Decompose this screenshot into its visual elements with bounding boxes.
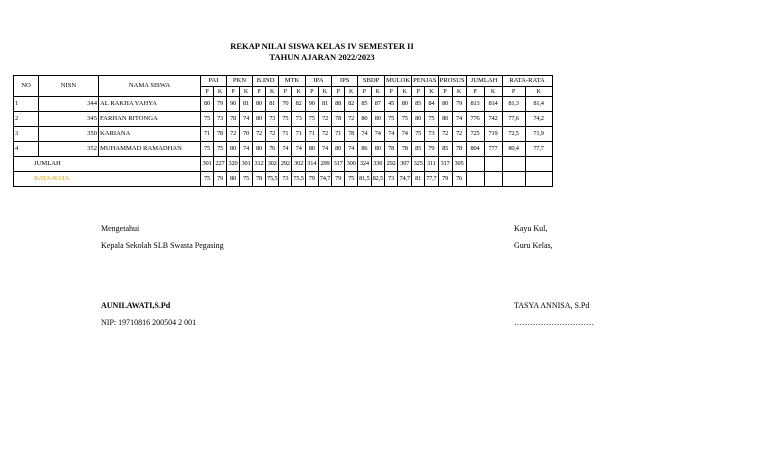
score-cell: 74 [398,127,412,142]
score-cell: 90 [227,97,240,112]
score-cell: 72 [266,127,279,142]
subject-header: PAI [201,76,227,87]
score-cell: 71 [279,127,292,142]
score-cell: 81 [266,97,279,112]
score-cell: 74 [292,142,305,157]
score-cell: 80,4 [502,142,525,157]
score-cell: 71 [305,127,318,142]
score-cell: 74 [384,127,397,142]
score-cell: 75 [384,112,397,127]
score-cell: 777 [484,142,502,157]
subheader-k: K [345,87,358,97]
score-cell: 85 [412,97,425,112]
rata-rata-header: RATA-RATA [502,76,552,87]
score-cell: 75 [412,127,425,142]
score-cell: 80 [253,97,266,112]
rata-cell: 76 [452,172,466,187]
score-cell: 74,2 [525,112,552,127]
subheader-k: K [240,87,253,97]
jumlah-cell: 299 [318,157,331,172]
jumlah-cell: 305 [452,157,466,172]
row-no: 2 [14,112,39,127]
subject-header: MULOK [384,76,411,87]
rata-cell: 82,5 [371,172,384,187]
score-cell: 813 [466,97,484,112]
score-cell: 85 [358,97,371,112]
rata-cell [502,172,525,187]
row-no: 1 [14,97,39,112]
score-cell: 71 [332,127,345,142]
score-cell: 70 [240,127,253,142]
score-cell: 74 [279,142,292,157]
score-cell: 81,4 [525,97,552,112]
jumlah-cell: 314 [305,157,318,172]
subject-header: PENJAS [412,76,438,87]
rata-cell [466,172,484,187]
score-cell: 73 [292,112,305,127]
principal-title: Kepala Sekolah SLB Swasta Pegasing [101,241,224,250]
subheader-p: P [438,87,452,97]
jumlah-row [14,157,553,172]
jumlah-cell [502,157,525,172]
score-cell: 78 [214,127,227,142]
rata-cell: 81 [412,172,425,187]
score-cell: 804 [466,142,484,157]
subheader-k: K [266,87,279,97]
rata-cell: 79 [438,172,452,187]
row-nama: FARHAN RITONGA [99,112,201,127]
score-cell: 74 [240,142,253,157]
subheader-p: P [384,87,397,97]
score-cell: 75 [398,112,412,127]
jumlah-cell: 292 [384,157,397,172]
rata-cell: 75 [345,172,358,187]
score-cell: 78 [332,112,345,127]
subject-header: PKN [227,76,253,87]
score-cell: 72 [227,127,240,142]
subject-header: IPA [305,76,331,87]
score-cell: 88 [332,97,345,112]
jumlah-cell [525,157,552,172]
score-cell: 76 [266,142,279,157]
score-cell: 78 [345,127,358,142]
jumlah-cell: 292 [279,157,292,172]
rata-cell: 74,7 [318,172,331,187]
jumlah-cell: 312 [253,157,266,172]
subject-header: B.IND [253,76,279,87]
rata-cell: 79 [305,172,318,187]
subheader-p: P [253,87,266,97]
table-row [14,142,553,157]
jumlah-cell: 317 [332,157,345,172]
score-cell: 78 [398,142,412,157]
jumlah-cell: 320 [227,157,240,172]
subheader-p: P [332,87,345,97]
subject-header: IPS [332,76,358,87]
score-cell: 86 [358,142,371,157]
row-nama: KARIANA [99,127,201,142]
rata-cell: 78 [253,172,266,187]
jumlah-header: JUMLAH [466,76,502,87]
subject-header: MTK [279,76,305,87]
teacher-nip: ………………………… [514,318,594,327]
score-cell: 73 [214,112,227,127]
jumlah-cell: 227 [214,157,227,172]
score-cell: 78 [452,142,466,157]
subheader-k: K [525,87,552,97]
score-cell: 45 [384,97,397,112]
jumlah-cell: 301 [240,157,253,172]
score-cell: 814 [484,97,502,112]
subheader-k: K [452,87,466,97]
score-cell: 776 [466,112,484,127]
score-cell: 80 [438,112,452,127]
subheader-p: P [305,87,318,97]
score-cell: 73 [425,127,438,142]
rata-cell: 80 [227,172,240,187]
place-label: Kayu Kul, [514,224,548,233]
score-cell: 75 [201,112,214,127]
jumlah-cell: 302 [266,157,279,172]
score-cell: 80 [332,142,345,157]
score-cell: 72 [438,127,452,142]
subheader-p: P [502,87,525,97]
rata-label: RATA-RATA [14,172,201,187]
subheader-k: K [484,87,502,97]
row-no: 3 [14,127,39,142]
jumlah-cell: 311 [425,157,438,172]
rata-cell [525,172,552,187]
score-cell: 75 [214,142,227,157]
score-cell: 80 [398,97,412,112]
score-cell: 725 [466,127,484,142]
score-cell: 71 [201,127,214,142]
row-nisn: 350 [39,127,99,142]
rata-cell: 75 [201,172,214,187]
subheader-k: K [398,87,412,97]
subheader-k: K [214,87,227,97]
score-cell: 79 [452,97,466,112]
mengetahui-label: Mengetahui [101,224,140,233]
subheader-p: P [412,87,425,97]
subheader-p: P [466,87,484,97]
score-cell: 719 [484,127,502,142]
rata-cell: 73 [279,172,292,187]
score-cell: 81 [240,97,253,112]
table-row [14,127,553,142]
score-cell: 72 [452,127,466,142]
score-cell: 77,6 [502,112,525,127]
rata-cell: 77,7 [425,172,438,187]
score-cell: 72,5 [502,127,525,142]
score-cell: 80 [371,112,384,127]
principal-nip: NIP: 19710816 200504 2 001 [101,318,197,327]
score-cell: 78 [384,142,397,157]
score-cell: 74 [452,112,466,127]
document-subtitle: TAHUN AJARAN 2022/2023 [269,52,375,62]
subheader-k: K [292,87,305,97]
score-cell: 72 [253,127,266,142]
score-cell: 742 [484,112,502,127]
rata-row [14,172,553,187]
subheader-p: P [227,87,240,97]
subheader-p: P [358,87,371,97]
jumlah-cell: 307 [398,157,412,172]
score-cell: 74 [345,142,358,157]
jumlah-cell: 324 [358,157,371,172]
jumlah-cell: 317 [438,157,452,172]
rata-cell: 74,7 [398,172,412,187]
score-cell: 80 [358,112,371,127]
score-cell: 85 [438,142,452,157]
row-nama: MUHAMMAD RAMADHAN [99,142,201,157]
score-cell: 74 [318,142,331,157]
subheader-k: K [425,87,438,97]
subheader-p: P [201,87,214,97]
score-cell: 75 [279,112,292,127]
score-cell: 74 [358,127,371,142]
rata-cell: 79 [214,172,227,187]
score-cell: 77,7 [525,142,552,157]
row-nisn: 352 [39,142,99,157]
score-cell: 75 [425,112,438,127]
score-cell: 82 [345,97,358,112]
jumlah-cell: 330 [371,157,384,172]
jumlah-cell: 300 [345,157,358,172]
jumlah-cell [466,157,484,172]
score-cell: 74 [240,112,253,127]
principal-name: AUNILAWATI,S.Pd [101,301,171,310]
score-cell: 85 [412,142,425,157]
score-cell: 81 [318,97,331,112]
score-cell: 82 [292,97,305,112]
teacher-title: Guru Kelas, [514,241,553,250]
jumlah-cell: 325 [412,157,425,172]
subject-header: PROSUS [438,76,466,87]
score-cell: 80 [438,97,452,112]
score-cell: 71 [292,127,305,142]
table-row [14,97,553,112]
score-cell: 80 [253,142,266,157]
score-cell: 72 [318,112,331,127]
rata-cell: 75,5 [266,172,279,187]
score-cell: 80 [253,112,266,127]
jumlah-cell: 301 [201,157,214,172]
score-cell: 71,9 [525,127,552,142]
score-cell: 87 [371,97,384,112]
row-no: 4 [14,142,39,157]
col-no-header: NO [14,76,39,97]
table-row [14,112,553,127]
document-title: REKAP NILAI SISWA KELAS IV SEMESTER II [230,41,414,51]
teacher-name: TASYA ANNISA, S.Pd [514,301,590,310]
subheader-k: K [318,87,331,97]
score-cell: 80 [201,97,214,112]
row-nama: AL RAKHA YAHYA [99,97,201,112]
jumlah-label: JUMLAH [14,157,201,172]
row-nisn: 344 [39,97,99,112]
score-cell: 80 [227,142,240,157]
rata-cell: 73 [384,172,397,187]
subheader-k: K [371,87,384,97]
rata-cell: 81,5 [358,172,371,187]
subheader-p: P [279,87,292,97]
score-cell: 75 [201,142,214,157]
score-cell: 80 [371,142,384,157]
jumlah-cell: 302 [292,157,305,172]
score-cell: 72 [345,112,358,127]
col-nisn-header: NISN [39,76,99,97]
score-cell: 84 [425,97,438,112]
rata-cell: 75 [240,172,253,187]
score-cell: 79 [425,142,438,157]
score-cell: 80 [305,142,318,157]
score-cell: 73 [266,112,279,127]
score-cell: 78 [227,112,240,127]
rata-cell [484,172,502,187]
score-cell: 80 [412,112,425,127]
col-nama-header: NAMA SISWA [99,76,201,97]
rata-cell: 79 [332,172,345,187]
row-nisn: 345 [39,112,99,127]
score-cell: 79 [214,97,227,112]
jumlah-cell [484,157,502,172]
rekap-table [13,75,553,187]
table-header-row [14,76,553,87]
score-cell: 81,3 [502,97,525,112]
score-cell: 72 [318,127,331,142]
score-cell: 70 [279,97,292,112]
subject-header: SBDP [358,76,385,87]
score-cell: 90 [305,97,318,112]
score-cell: 75 [305,112,318,127]
score-cell: 74 [371,127,384,142]
rata-cell: 75,5 [292,172,305,187]
